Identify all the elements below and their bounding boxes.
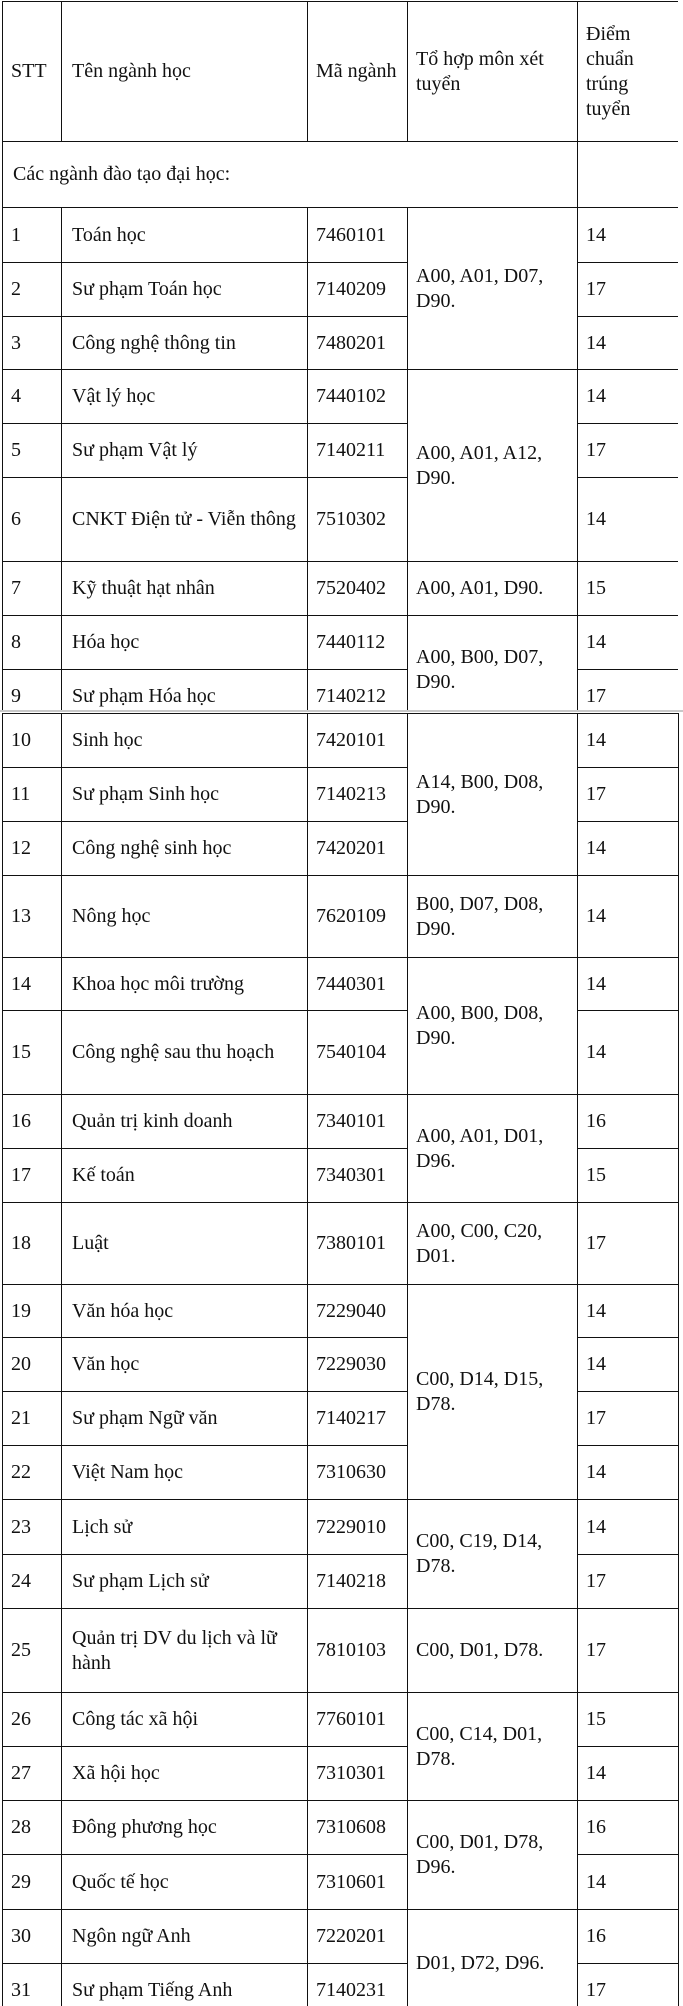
row-major-name: Sinh học	[62, 714, 308, 768]
row-major-name: Sư phạm Hóa học	[62, 670, 308, 711]
row-major-name: Sư phạm Vật lý	[62, 424, 308, 478]
row-major-name: CNKT Điện tử - Viễn thông	[62, 478, 308, 562]
row-major-name: Sư phạm Toán học	[62, 263, 308, 317]
row-cutoff-score: 17	[578, 1203, 679, 1285]
row-subject-combination: C00, D01, D78, D96.	[408, 1801, 578, 1910]
row-major-code: 7810103	[308, 1609, 408, 1693]
row-major-name: Hóa học	[62, 616, 308, 670]
row-cutoff-score: 17	[578, 424, 678, 478]
row-subject-combination: C00, D01, D78.	[408, 1609, 578, 1693]
row-stt: 24	[3, 1555, 62, 1609]
row-subject-combination: A00, A01, D90.	[408, 562, 578, 616]
table-row	[3, 616, 678, 670]
row-stt: 14	[3, 958, 62, 1011]
row-major-code: 7440301	[308, 958, 408, 1011]
row-subject-combination: C00, C14, D01, D78.	[408, 1693, 578, 1801]
row-cutoff-score: 17	[578, 670, 678, 711]
section-label: Các ngành đào tạo đại học:	[3, 142, 578, 208]
row-major-name: Kỹ thuật hạt nhân	[62, 562, 308, 616]
row-major-code: 7140217	[308, 1392, 408, 1446]
row-major-code: 7140218	[308, 1555, 408, 1609]
table-part-bottom	[0, 712, 683, 2006]
row-stt: 21	[3, 1392, 62, 1446]
row-stt: 12	[3, 822, 62, 876]
table-row	[3, 1693, 679, 1747]
row-cutoff-score: 14	[578, 876, 679, 958]
table-row	[3, 1855, 679, 1910]
row-cutoff-score: 14	[578, 714, 679, 768]
row-major-code: 7229030	[308, 1338, 408, 1392]
row-major-name: Nông học	[62, 876, 308, 958]
row-major-code: 7140212	[308, 670, 408, 711]
row-major-code: 7140231	[308, 1964, 408, 2006]
row-major-code: 7310601	[308, 1855, 408, 1910]
row-cutoff-score: 14	[578, 370, 678, 424]
row-stt: 15	[3, 1011, 62, 1095]
row-stt: 7	[3, 562, 62, 616]
row-cutoff-score: 14	[578, 1285, 679, 1338]
row-major-name: Sư phạm Lịch sử	[62, 1555, 308, 1609]
table-row	[3, 1392, 679, 1446]
row-major-code: 7440112	[308, 616, 408, 670]
row-cutoff-score: 14	[578, 1747, 679, 1801]
section-score-empty	[578, 142, 678, 208]
row-stt: 5	[3, 424, 62, 478]
table-row	[3, 1285, 679, 1338]
table-header-row	[3, 2, 678, 142]
row-major-code: 7540104	[308, 1011, 408, 1095]
row-stt: 9	[3, 670, 62, 711]
row-cutoff-score: 14	[578, 1338, 679, 1392]
row-stt: 11	[3, 768, 62, 822]
row-major-code: 7520402	[308, 562, 408, 616]
row-stt: 28	[3, 1801, 62, 1855]
row-major-code: 7140209	[308, 263, 408, 317]
row-major-name: Kế toán	[62, 1149, 308, 1203]
row-cutoff-score: 17	[578, 263, 678, 317]
table-row	[3, 562, 678, 616]
row-subject-combination: A00, A01, D01, D96.	[408, 1095, 578, 1203]
row-major-name: Sư phạm Ngữ văn	[62, 1392, 308, 1446]
row-major-code: 7340301	[308, 1149, 408, 1203]
table-row	[3, 768, 679, 822]
row-cutoff-score: 15	[578, 1149, 679, 1203]
row-subject-combination: C00, D14, D15, D78.	[408, 1285, 578, 1500]
row-cutoff-score: 16	[578, 1095, 679, 1149]
row-cutoff-score: 14	[578, 1446, 679, 1500]
row-stt: 1	[3, 208, 62, 263]
row-stt: 26	[3, 1693, 62, 1747]
table-part-top	[0, 0, 683, 710]
header-name: Tên ngành học	[62, 2, 308, 142]
table-row	[3, 370, 678, 424]
row-major-name: Quản trị kinh doanh	[62, 1095, 308, 1149]
table-row	[3, 1203, 679, 1285]
row-subject-combination: B00, D07, D08, D90.	[408, 876, 578, 958]
row-major-name: Quản trị DV du lịch và lữ hành	[62, 1609, 308, 1693]
row-major-name: Quốc tế học	[62, 1855, 308, 1910]
table-row	[3, 1801, 679, 1855]
admission-score-table-continued	[2, 713, 679, 2006]
row-major-code: 7310608	[308, 1801, 408, 1855]
table-row	[3, 958, 679, 1011]
row-stt: 23	[3, 1500, 62, 1555]
row-stt: 22	[3, 1446, 62, 1500]
row-stt: 4	[3, 370, 62, 424]
row-subject-combination: A00, A01, A12, D90.	[408, 370, 578, 562]
row-cutoff-score: 14	[578, 1500, 679, 1555]
row-subject-combination: A00, B00, D08, D90.	[408, 958, 578, 1095]
table-row	[3, 714, 679, 768]
row-major-name: Công tác xã hội	[62, 1693, 308, 1747]
table-row	[3, 1500, 679, 1555]
row-major-code: 7440102	[308, 370, 408, 424]
row-cutoff-score: 14	[578, 317, 678, 370]
row-major-code: 7229010	[308, 1500, 408, 1555]
row-major-code: 7140211	[308, 424, 408, 478]
row-cutoff-score: 15	[578, 1693, 679, 1747]
row-stt: 18	[3, 1203, 62, 1285]
row-cutoff-score: 17	[578, 1609, 679, 1693]
table-row	[3, 1555, 679, 1609]
row-stt: 25	[3, 1609, 62, 1693]
header-score: Điểm chuẩn trúng tuyển	[578, 2, 678, 142]
row-major-name: Sư phạm Tiếng Anh	[62, 1964, 308, 2006]
row-cutoff-score: 17	[578, 768, 679, 822]
row-cutoff-score: 14	[578, 208, 678, 263]
table-row	[3, 1609, 679, 1693]
row-cutoff-score: 14	[578, 822, 679, 876]
table-row	[3, 1446, 679, 1500]
header-combo: Tổ hợp môn xét tuyển	[408, 2, 578, 142]
row-major-name: Luật	[62, 1203, 308, 1285]
table-row	[3, 822, 679, 876]
row-major-name: Công nghệ thông tin	[62, 317, 308, 370]
row-major-code: 7510302	[308, 478, 408, 562]
header-stt: STT	[3, 2, 62, 142]
row-major-name: Đông phương học	[62, 1801, 308, 1855]
row-stt: 3	[3, 317, 62, 370]
row-stt: 29	[3, 1855, 62, 1910]
row-major-code: 7340101	[308, 1095, 408, 1149]
row-major-code: 7420201	[308, 822, 408, 876]
row-subject-combination: C00, C19, D14, D78.	[408, 1500, 578, 1609]
row-major-code: 7229040	[308, 1285, 408, 1338]
row-major-name: Xã hội học	[62, 1747, 308, 1801]
row-stt: 20	[3, 1338, 62, 1392]
admission-score-table	[2, 1, 678, 710]
row-stt: 19	[3, 1285, 62, 1338]
row-cutoff-score: 17	[578, 1392, 679, 1446]
table-row	[3, 208, 678, 263]
section-row	[3, 142, 678, 208]
row-major-code: 7220201	[308, 1910, 408, 1964]
row-major-name: Toán học	[62, 208, 308, 263]
row-major-name: Việt Nam học	[62, 1446, 308, 1500]
row-subject-combination: A14, B00, D08, D90.	[408, 714, 578, 876]
header-code: Mã ngành	[308, 2, 408, 142]
table-row	[3, 876, 679, 958]
row-cutoff-score: 17	[578, 1964, 679, 2006]
table-row	[3, 1747, 679, 1801]
row-subject-combination: A00, A01, D07, D90.	[408, 208, 578, 370]
row-major-name: Công nghệ sinh học	[62, 822, 308, 876]
row-stt: 2	[3, 263, 62, 317]
row-cutoff-score: 17	[578, 1555, 679, 1609]
row-cutoff-score: 14	[578, 1011, 679, 1095]
row-stt: 6	[3, 478, 62, 562]
row-major-name: Vật lý học	[62, 370, 308, 424]
row-subject-combination: A00, C00, C20, D01.	[408, 1203, 578, 1285]
row-major-name: Khoa học môi trường	[62, 958, 308, 1011]
row-major-code: 7760101	[308, 1693, 408, 1747]
row-major-name: Văn học	[62, 1338, 308, 1392]
row-stt: 13	[3, 876, 62, 958]
row-subject-combination: D01, D72, D96.	[408, 1910, 578, 2006]
row-cutoff-score: 15	[578, 562, 678, 616]
row-major-code: 7310630	[308, 1446, 408, 1500]
row-cutoff-score: 14	[578, 478, 678, 562]
row-major-code: 7620109	[308, 876, 408, 958]
row-major-name: Công nghệ sau thu hoạch	[62, 1011, 308, 1095]
row-major-name: Lịch sử	[62, 1500, 308, 1555]
row-stt: 30	[3, 1910, 62, 1964]
row-major-name: Văn hóa học	[62, 1285, 308, 1338]
row-stt: 27	[3, 1747, 62, 1801]
row-major-code: 7310301	[308, 1747, 408, 1801]
row-major-name: Sư phạm Sinh học	[62, 768, 308, 822]
row-subject-combination: A00, B00, D07, D90.	[408, 616, 578, 711]
row-cutoff-score: 16	[578, 1910, 679, 1964]
row-cutoff-score: 16	[578, 1801, 679, 1855]
table-row	[3, 1149, 679, 1203]
table-row	[3, 1910, 679, 1964]
row-cutoff-score: 14	[578, 1855, 679, 1910]
table-row	[3, 1338, 679, 1392]
table-row	[3, 1964, 679, 2006]
row-major-code: 7420101	[308, 714, 408, 768]
row-major-code: 7380101	[308, 1203, 408, 1285]
row-cutoff-score: 14	[578, 616, 678, 670]
row-cutoff-score: 14	[578, 958, 679, 1011]
row-major-name: Ngôn ngữ Anh	[62, 1910, 308, 1964]
row-major-code: 7460101	[308, 208, 408, 263]
row-major-code: 7480201	[308, 317, 408, 370]
table-row	[3, 1095, 679, 1149]
row-stt: 31	[3, 1964, 62, 2006]
table-row	[3, 1011, 679, 1095]
row-stt: 10	[3, 714, 62, 768]
row-stt: 8	[3, 616, 62, 670]
row-major-code: 7140213	[308, 768, 408, 822]
row-stt: 16	[3, 1095, 62, 1149]
row-stt: 17	[3, 1149, 62, 1203]
